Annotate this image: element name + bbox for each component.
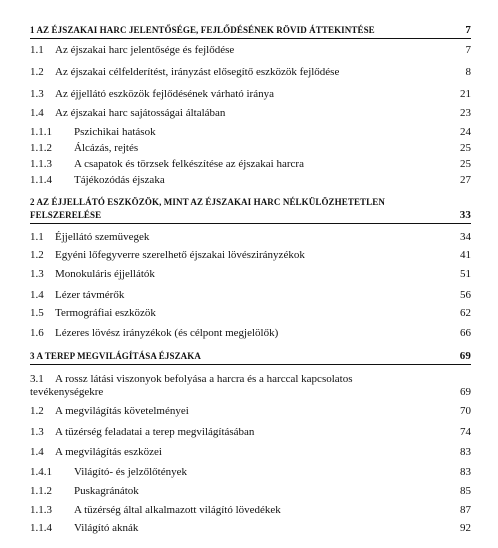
page-number: 21 [460, 88, 471, 100]
page-number: 7 [465, 24, 471, 36]
entry-number: 1.2 [30, 66, 44, 78]
entry-title: A csapatok és törzsek felkészítése az éjszakai harcra [74, 158, 304, 170]
page-number: 7 [465, 44, 471, 56]
entry-title: Az éjjellátó eszközök fejlődésének várható iránya [55, 88, 274, 100]
entry-title: Lézer távmérők [55, 289, 125, 301]
entry-title: A megvilágítás eszközei [55, 446, 162, 458]
page-number: 83 [460, 466, 471, 478]
page-number: 92 [460, 522, 471, 534]
entry-number: 1.2 [30, 249, 44, 261]
entry-title: Világító- és jelzőlőtények [74, 466, 187, 478]
page-number: 74 [460, 426, 471, 438]
entry-number: 1.4 [30, 446, 44, 458]
page-number: 23 [460, 107, 471, 119]
entry-number: 1.3 [30, 268, 44, 280]
entry-number: 1.1.3 [30, 158, 52, 170]
entry-title: Álcázás, rejtés [74, 142, 139, 154]
chapter-title: 1 AZ ÉJSZAKAI HARC JELENTŐSÉGE, FEJLŐDÉSÉNEK RÖVID ÁTTEKINTÉSE [30, 25, 375, 35]
entry-title: A tüzérség feladatai a terep megvilágításában [55, 426, 255, 438]
page-number: 70 [460, 405, 471, 417]
entry-title: Termográfiai eszközök [55, 307, 156, 319]
page-number: 85 [460, 485, 471, 497]
entry-number: 1.1.2 [30, 142, 52, 154]
page-number: 41 [460, 249, 471, 261]
entry-number: 1.1.4 [30, 522, 52, 534]
page-number: 25 [460, 158, 471, 170]
entry-number: 3.1 [30, 373, 44, 385]
chapter-title: 3 A TEREP MEGVILÁGÍTÁSA ÉJSZAKA [30, 351, 201, 361]
entry-number: 1.1.4 [30, 174, 52, 186]
entry-title: A megvilágítás követelményei [55, 405, 189, 417]
chapter-rule [30, 223, 471, 224]
entry-number: 1.5 [30, 307, 44, 319]
entry-title: Monokuláris éjjellátók [55, 268, 155, 280]
page-number: 69 [459, 350, 471, 362]
entry-number: 1.1.3 [30, 504, 52, 516]
entry-number: 1.4 [30, 289, 44, 301]
entry-title-line1: A rossz látási viszonyok befolyása a harcra és a harccal kapcsolatos [55, 373, 353, 385]
chapter-rule [30, 38, 471, 39]
entry-number: 1.3 [30, 426, 44, 438]
page-number: 83 [460, 446, 471, 458]
entry-number: 1.1.1 [30, 126, 52, 138]
entry-title: Az éjszakai harc sajátosságai általában [55, 107, 226, 119]
entry-title: Tájékozódás éjszaka [74, 174, 165, 186]
entry-number: 1.2 [30, 405, 44, 417]
entry-title: Az éjszakai célfelderítést, irányzást elősegítő eszközök fejlődése [55, 66, 340, 78]
entry-number: 1.1 [30, 44, 44, 56]
page-number: 87 [460, 504, 471, 516]
page-number: 24 [460, 126, 471, 138]
entry-title: A tüzérség által alkalmazott világító lövedékek [74, 504, 281, 516]
page-number: 8 [465, 66, 471, 78]
page-number: 69 [460, 386, 471, 398]
chapter-title-line2: FELSZERELÉSE [30, 210, 102, 220]
entry-number: 1.1 [30, 231, 44, 243]
entry-number: 1.6 [30, 327, 44, 339]
page-number: 56 [460, 289, 471, 301]
entry-number: 1.3 [30, 88, 44, 100]
page-number: 51 [460, 268, 471, 280]
chapter-title-line1: 2 AZ ÉJJELLÁTÓ ESZKÖZÖK, MINT AZ ÉJSZAKAI HARC NÉLKÜLÖZHETETLEN [30, 197, 385, 207]
entry-number: 1.1.2 [30, 485, 52, 497]
entry-title: Egyéni lőfegyverre szerelhető éjszakai lövészirányzékok [55, 249, 305, 261]
entry-title-line2: tevékenységekre [30, 386, 104, 398]
entry-title: Éjjellátó szemüvegek [55, 231, 150, 243]
page-number: 25 [460, 142, 471, 154]
entry-number: 1.4 [30, 107, 44, 119]
entry-number: 1.4.1 [30, 466, 52, 478]
page-number: 66 [460, 327, 471, 339]
entry-title: Pszichikai hatások [74, 126, 156, 138]
entry-title: Lézeres lövész irányzékok (és célpont megjelölők) [55, 327, 279, 339]
page-number: 62 [460, 307, 471, 319]
page-number: 34 [460, 231, 471, 243]
page-number: 27 [460, 174, 471, 186]
entry-title: Puskagránátok [74, 485, 139, 497]
chapter-rule [30, 364, 471, 365]
page-number: 33 [459, 209, 471, 221]
entry-title: Világító aknák [74, 522, 139, 534]
entry-title: Az éjszakai harc jelentősége és fejlődése [55, 44, 235, 56]
